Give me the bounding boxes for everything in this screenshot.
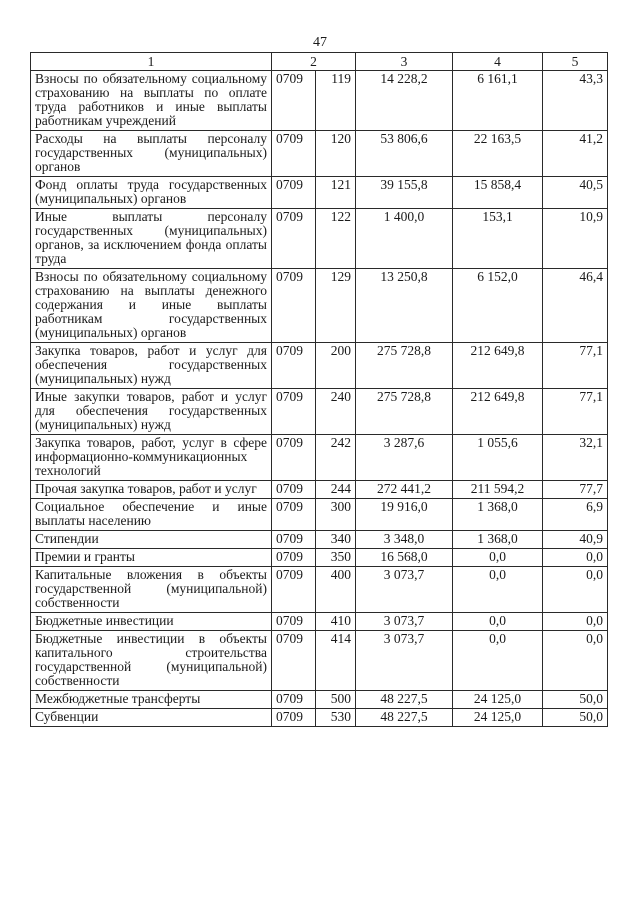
percent-cell: 6,9 [543,499,608,531]
table-row [31,499,608,531]
table-row [31,177,608,209]
plan-amount-cell: 3 073,7 [356,567,453,613]
actual-amount-cell: 24 125,0 [453,709,543,727]
expense-code-cell: 500 [316,691,356,709]
expense-code-cell: 244 [316,481,356,499]
actual-amount-cell: 1 368,0 [453,531,543,549]
expense-code-cell: 200 [316,343,356,389]
plan-amount-cell: 14 228,2 [356,71,453,131]
plan-amount-cell: 53 806,6 [356,131,453,177]
row-name-cell: Фонд оплаты труда государственных (муниципальных) органов [31,177,272,209]
actual-amount-cell: 1 055,6 [453,435,543,481]
section-code-cell: 0709 [272,499,316,531]
plan-amount-cell: 3 073,7 [356,631,453,691]
expense-code-cell: 242 [316,435,356,481]
expense-code-cell: 121 [316,177,356,209]
table-row [31,343,608,389]
row-name-cell: Субвенции [31,709,272,727]
section-code-cell: 0709 [272,691,316,709]
table-row [31,531,608,549]
section-code-cell: 0709 [272,631,316,691]
row-name-cell: Расходы на выплаты персоналу государственных (муниципальных) органов [31,131,272,177]
percent-cell: 77,1 [543,389,608,435]
table-row [31,481,608,499]
percent-cell: 10,9 [543,209,608,269]
row-name-cell: Премии и гранты [31,549,272,567]
table-row [31,691,608,709]
plan-amount-cell: 272 441,2 [356,481,453,499]
table-row [31,269,608,343]
plan-amount-cell: 3 287,6 [356,435,453,481]
expense-code-cell: 240 [316,389,356,435]
plan-amount-cell: 3 073,7 [356,613,453,631]
column-header: 4 [453,53,543,71]
percent-cell: 0,0 [543,567,608,613]
row-name-cell: Социальное обеспечение и иные выплаты населению [31,499,272,531]
row-name-cell: Иные выплаты персоналу государственных (муниципальных) органов, за исключением фонда оплаты труда [31,209,272,269]
percent-cell: 0,0 [543,613,608,631]
percent-cell: 77,7 [543,481,608,499]
actual-amount-cell: 6 152,0 [453,269,543,343]
row-name-cell: Иные закупки товаров, работ и услуг для обеспечения государственных (муниципальных) нужд [31,389,272,435]
expense-code-cell: 340 [316,531,356,549]
expense-code-cell: 119 [316,71,356,131]
row-name-cell: Закупка товаров, работ и услуг для обеспечения государственных (муниципальных) нужд [31,343,272,389]
table-row [31,613,608,631]
expense-code-cell: 410 [316,613,356,631]
percent-cell: 40,9 [543,531,608,549]
percent-cell: 43,3 [543,71,608,131]
column-header: 1 [31,53,272,71]
section-code-cell: 0709 [272,269,316,343]
plan-amount-cell: 48 227,5 [356,691,453,709]
actual-amount-cell: 22 163,5 [453,131,543,177]
actual-amount-cell: 211 594,2 [453,481,543,499]
table-header-row [31,53,608,71]
plan-amount-cell: 1 400,0 [356,209,453,269]
budget-table [30,52,608,727]
table-row [31,549,608,567]
expense-code-cell: 300 [316,499,356,531]
expense-code-cell: 129 [316,269,356,343]
table-row [31,389,608,435]
section-code-cell: 0709 [272,481,316,499]
row-name-cell: Прочая закупка товаров, работ и услуг [31,481,272,499]
row-name-cell: Взносы по обязательному социальному страхованию на выплаты по оплате труда работников и иные выплаты работникам учреждений [31,71,272,131]
row-name-cell: Взносы по обязательному социальному страхованию на выплаты денежного содержания и иные выплаты работникам государственных (муниципальных) органов [31,269,272,343]
section-code-cell: 0709 [272,209,316,269]
section-code-cell: 0709 [272,531,316,549]
row-name-cell: Стипендии [31,531,272,549]
plan-amount-cell: 3 348,0 [356,531,453,549]
actual-amount-cell: 15 858,4 [453,177,543,209]
table-row [31,209,608,269]
actual-amount-cell: 0,0 [453,631,543,691]
table-row [31,71,608,131]
row-name-cell: Межбюджетные трансферты [31,691,272,709]
percent-cell: 50,0 [543,709,608,727]
actual-amount-cell: 24 125,0 [453,691,543,709]
percent-cell: 50,0 [543,691,608,709]
table-row [31,131,608,177]
column-header: 3 [356,53,453,71]
section-code-cell: 0709 [272,435,316,481]
actual-amount-cell: 212 649,8 [453,343,543,389]
expense-code-cell: 414 [316,631,356,691]
table-row [31,567,608,613]
row-name-cell: Закупка товаров, работ, услуг в сфере информационно-коммуникационных технологий [31,435,272,481]
column-header: 5 [543,53,608,71]
plan-amount-cell: 275 728,8 [356,389,453,435]
expense-code-cell: 120 [316,131,356,177]
actual-amount-cell: 1 368,0 [453,499,543,531]
section-code-cell: 0709 [272,71,316,131]
plan-amount-cell: 13 250,8 [356,269,453,343]
actual-amount-cell: 0,0 [453,567,543,613]
actual-amount-cell: 6 161,1 [453,71,543,131]
table-row [31,435,608,481]
section-code-cell: 0709 [272,131,316,177]
actual-amount-cell: 0,0 [453,613,543,631]
plan-amount-cell: 16 568,0 [356,549,453,567]
table-row [31,631,608,691]
actual-amount-cell: 212 649,8 [453,389,543,435]
expense-code-cell: 400 [316,567,356,613]
expense-code-cell: 350 [316,549,356,567]
table-body [31,71,608,727]
section-code-cell: 0709 [272,389,316,435]
table-row [31,709,608,727]
percent-cell: 32,1 [543,435,608,481]
percent-cell: 40,5 [543,177,608,209]
section-code-cell: 0709 [272,549,316,567]
percent-cell: 0,0 [543,549,608,567]
page-number: 47 [313,35,327,50]
actual-amount-cell: 0,0 [453,549,543,567]
section-code-cell: 0709 [272,613,316,631]
section-code-cell: 0709 [272,343,316,389]
plan-amount-cell: 275 728,8 [356,343,453,389]
actual-amount-cell: 153,1 [453,209,543,269]
row-name-cell: Бюджетные инвестиции [31,613,272,631]
expense-code-cell: 122 [316,209,356,269]
section-code-cell: 0709 [272,567,316,613]
section-code-cell: 0709 [272,709,316,727]
expense-code-cell: 530 [316,709,356,727]
column-header: 2 [272,53,356,71]
percent-cell: 46,4 [543,269,608,343]
row-name-cell: Бюджетные инвестиции в объекты капитального строительства государственной (муниципальной) собственности [31,631,272,691]
plan-amount-cell: 39 155,8 [356,177,453,209]
percent-cell: 0,0 [543,631,608,691]
plan-amount-cell: 48 227,5 [356,709,453,727]
percent-cell: 41,2 [543,131,608,177]
row-name-cell: Капитальные вложения в объекты государственной (муниципальной) собственности [31,567,272,613]
percent-cell: 77,1 [543,343,608,389]
plan-amount-cell: 19 916,0 [356,499,453,531]
section-code-cell: 0709 [272,177,316,209]
